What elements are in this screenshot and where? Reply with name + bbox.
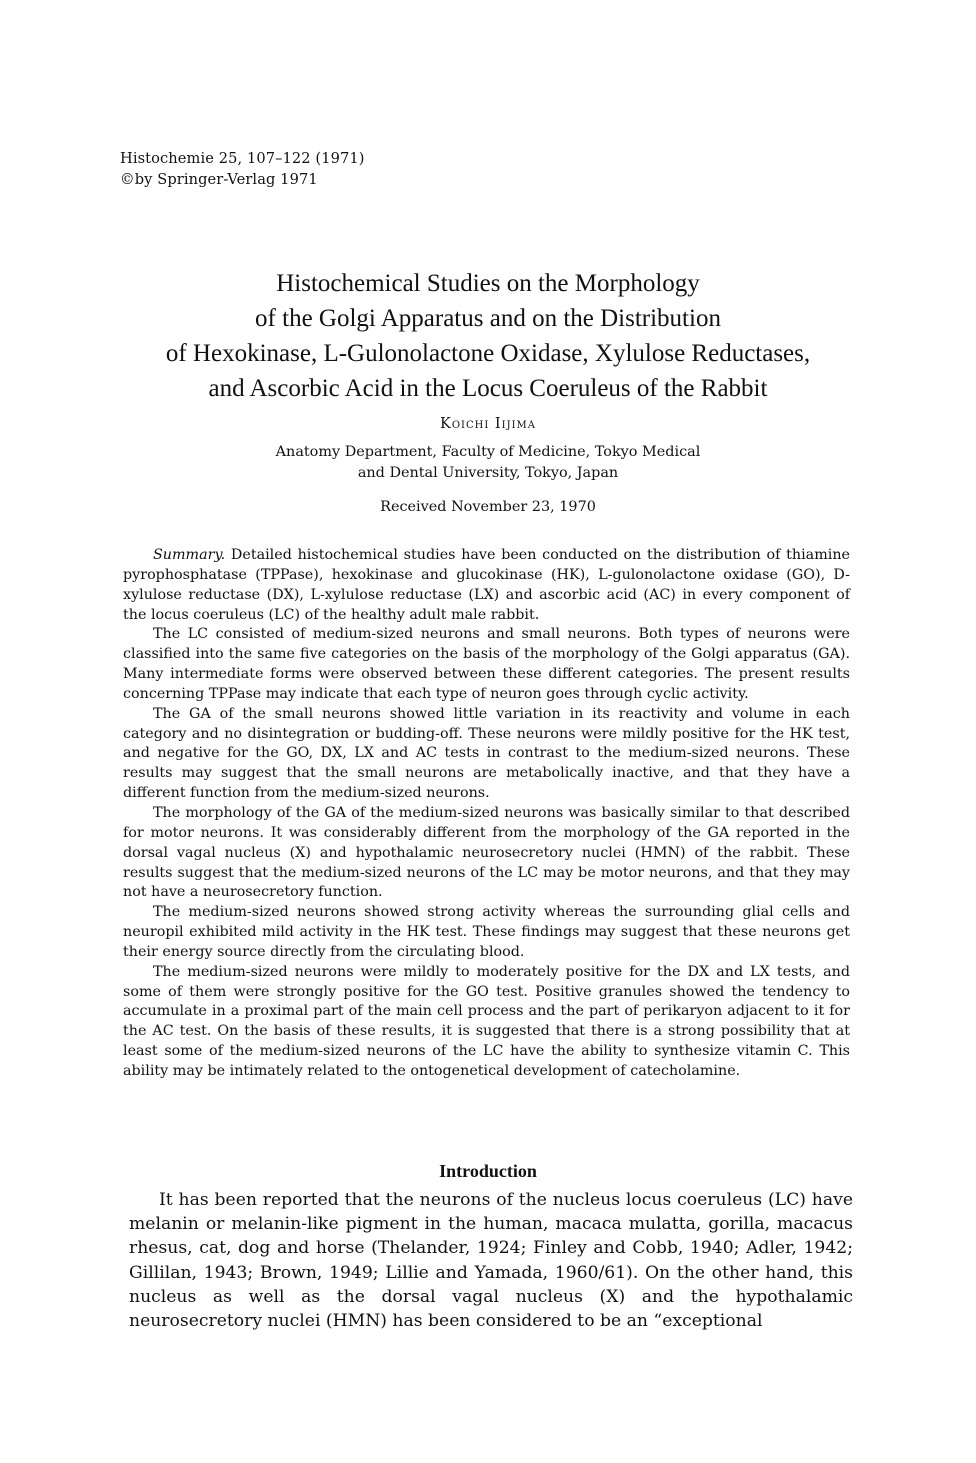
title-line: of the Golgi Apparatus and on the Distribution — [255, 305, 721, 332]
copyright-notice: ©by Springer-Verlag 1971 — [120, 171, 318, 188]
summary-paragraph: The GA of the small neurons showed little variation in its reactivity and volume in each category and no disintegration or budding-off. These neurons were mildly positive for the HK test, and negative for the GO, DX, LX and AC tests in contrast to the medium-sized neurons. These results may suggest that the small neurons are metabolically inactive, and that they have a different function from the medium-sized neurons. — [123, 705, 850, 802]
introduction-heading: Introduction — [439, 1161, 537, 1181]
summary-section — [123, 546, 850, 1082]
summary-paragraph: The medium-sized neurons showed strong activity whereas the surrounding glial cells and neuropil exhibited mild activity in the HK test. These findings may suggest that these neurons get their energy source directly from the circulating blood. — [123, 904, 850, 960]
title-line: and Ascorbic Acid in the Locus Coeruleus of the Rabbit — [208, 375, 768, 402]
affiliation-line: and Dental University, Tokyo, Japan — [357, 465, 619, 481]
author-name: Koichi Iijima — [439, 416, 536, 432]
summary-label: Summary. — [153, 547, 226, 563]
author-affiliation — [0, 442, 976, 484]
summary-text: Detailed histochemical studies have been conducted on the distribution of thiamine pyrophosphatase (TPPase), hexokinase and glucokinase (HK), L-gulonolactone oxidase (GO), D-xylulose reductase (DX), L-xylulose reductase (LX) and ascorbic acid (AC) in every component of the locus coeruleus (LC) of the healthy adult male rabbit. — [123, 547, 850, 623]
summary-paragraph: The morphology of the GA of the medium-sized neurons was basically similar to that described for motor neurons. It was considerably different from the morphology of the GA reported in the dorsal vagal nucleus (X) and hypothalamic neurosecretory nuclei (HMN) of the rabbit. These results suggest that the medium-sized neurons of the LC may be motor neurons, and that they may not have a neurosecretory function. — [123, 804, 850, 901]
title-line: Histochemical Studies on the Morphology — [276, 270, 700, 297]
journal-header — [120, 148, 365, 190]
affiliation-line: Anatomy Department, Faculty of Medicine, Tokyo Medical — [275, 444, 701, 460]
introduction-body — [129, 1188, 853, 1333]
article-title — [40, 266, 936, 406]
summary-paragraph: The medium-sized neurons were mildly to moderately positive for the DX and LX tests, and some of them were strongly positive for the GO test. Positive granules showed the tendency to accumulate in a proximal part of the main cell process and the part of perikaryon adjacent to it for the AC test. On the basis of these results, it is suggested that there is a strong possibility that at least some of the medium-sized neurons of the LC have the ability to synthesize vitamin C. This ability may be intimately related to the ontogenetical development of catecholamine. — [123, 963, 850, 1079]
journal-citation: Histochemie 25, 107–122 (1971) — [120, 150, 365, 167]
introduction-paragraph: It has been reported that the neurons of the nucleus locus coeruleus (LC) have melanin or melanin-like pigment in the human, macaca mulatta, gorilla, macacus rhesus, cat, dog and horse (Thelander, 1924; Finley and Cobb, 1940; Adler, 1942; Gillilan, 1943; Brown, 1949; Lillie and Yamada, 1960/61). On the other hand, this nucleus as well as the dorsal vagal nucleus (X) and the hypothalamic neurosecretory nuclei (HMN) has been considered to be an “exceptional — [129, 1190, 853, 1332]
summary-paragraph: The LC consisted of medium-sized neurons and small neurons. Both types of neurons were classified into the same five categories on the basis of the morphology of the Golgi apparatus (GA). Many intermediate forms were observed between these different categories. The present results concerning TPPase may indicate that each type of neuron goes through cyclic activity. — [123, 626, 850, 702]
title-line: of Hexokinase, L-Gulonolactone Oxidase, Xylulose Reductases, — [165, 340, 811, 367]
received-date: Received November 23, 1970 — [380, 499, 596, 515]
summary-paragraph — [123, 546, 850, 625]
